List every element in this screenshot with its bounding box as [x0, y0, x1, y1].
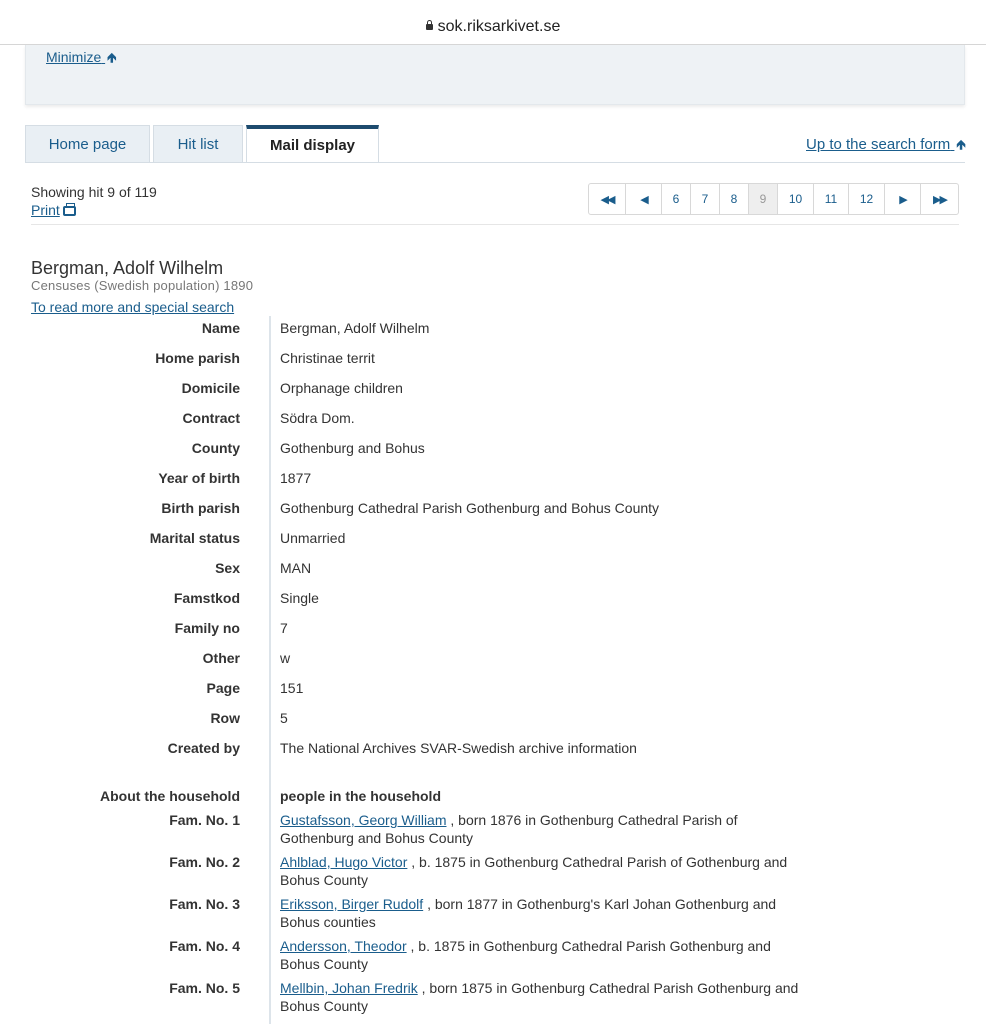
field-label-marital-status: Marital status: [149, 530, 240, 546]
field-label-sex: Sex: [215, 560, 240, 576]
field-value-sex: MAN: [280, 560, 312, 576]
field-label-contract: Contract: [182, 410, 240, 426]
print-link[interactable]: [31, 202, 76, 218]
field-value-contract: Södra Dom.: [280, 410, 355, 426]
tab-mail-display[interactable]: Mail display: [246, 125, 379, 163]
fam-no-3-label: Fam. No. 3: [169, 896, 240, 912]
field-label-year-of-birth: Year of birth: [158, 470, 240, 486]
record-title: Bergman, Adolf Wilhelm: [31, 258, 224, 278]
up-to-search-form-link[interactable]: [806, 136, 966, 158]
arrow-up-icon: 🡹: [107, 50, 117, 65]
field-value-domicile: Orphanage children: [280, 380, 403, 396]
household-member-link[interactable]: Ahlblad, Hugo Victor: [280, 854, 408, 870]
field-label-created-by: Created by: [167, 740, 240, 756]
section-divider: [31, 224, 959, 225]
field-value-created-by: The National Archives SVAR-Swedish archive information: [280, 740, 637, 756]
lock-icon: [426, 24, 433, 30]
field-value-home-parish: Christinae territ: [280, 350, 375, 366]
household-member-details: , b. 1875 in Gothenburg Cathedral Parish of Gothenburg and Bohus County: [280, 854, 788, 888]
next-page-button[interactable]: ▶: [885, 184, 921, 214]
field-label-birth-parish: Birth parish: [161, 500, 240, 516]
field-value-marital-status: Unmarried: [280, 530, 346, 546]
field-divider-line: [269, 316, 271, 1024]
read-more-link[interactable]: To read more and special search: [31, 299, 235, 315]
household-member: [280, 853, 810, 889]
household-member-details: , born 1877 in Gothenburg's Karl Johan Gothenburg and Bohus counties: [280, 896, 777, 930]
household-member-details: , born 1875 in Gothenburg Cathedral Parish Gothenburg and Bohus County: [280, 980, 799, 1014]
hit-counter: Showing hit 9 of 119: [31, 184, 157, 200]
household-heading: people in the household: [280, 788, 441, 804]
household-member-link[interactable]: Mellbin, Johan Fredrik: [280, 980, 418, 996]
household-member: [280, 937, 810, 973]
tab-divider: [25, 162, 965, 163]
tab-home-page[interactable]: Home page: [25, 125, 150, 163]
page-12-button[interactable]: 12: [849, 184, 885, 214]
url-text: sok.riksarkivet.se: [437, 18, 561, 35]
field-label-county: County: [191, 440, 240, 456]
page-7-button[interactable]: 7: [691, 184, 720, 214]
page-6-button[interactable]: 6: [662, 184, 691, 214]
field-label-page: Page: [206, 680, 240, 696]
field-label-name: Name: [201, 320, 240, 336]
household-member-details: , b. 1875 in Gothenburg Cathedral Parish Gothenburg and Bohus County: [280, 938, 771, 972]
last-page-button[interactable]: ▶▶: [933, 193, 946, 206]
fam-no-1-label: Fam. No. 1: [169, 812, 240, 828]
print-label: Print: [31, 202, 60, 218]
household-member-details: , born 1876 in Gothenburg Cathedral Parish of Gothenburg and Bohus County: [280, 812, 738, 846]
fam-no-4-label: Fam. No. 4: [169, 938, 240, 954]
field-label-famstkod: Famstkod: [173, 590, 240, 606]
up-to-search-form-label: Up to the search form: [806, 136, 951, 153]
household-member-link[interactable]: Gustafsson, Georg William: [280, 812, 447, 828]
household-member: [280, 811, 810, 847]
field-value-year-of-birth: 1877: [280, 470, 312, 486]
pagination: [588, 183, 959, 215]
household-member-link[interactable]: Andersson, Theodor: [280, 938, 407, 954]
field-label-home-parish: Home parish: [155, 350, 240, 366]
field-label-other: Other: [202, 650, 240, 666]
printer-icon: [63, 206, 76, 216]
field-value-row: 5: [280, 710, 288, 726]
fam-no-2-label: Fam. No. 2: [169, 854, 240, 870]
first-page-button[interactable]: ◀◀: [589, 184, 626, 214]
browser-url-bar[interactable]: [0, 0, 986, 45]
previous-page-button[interactable]: ◀: [626, 184, 662, 214]
field-value-family-no: 7: [280, 620, 288, 636]
arrow-up-icon: 🡹: [956, 137, 966, 152]
household-member: [280, 895, 810, 931]
fam-no-5-label: Fam. No. 5: [169, 980, 240, 996]
minimize-link[interactable]: [46, 49, 116, 71]
household-member: [280, 979, 810, 1015]
field-label-row: Row: [210, 710, 240, 726]
page-10-button[interactable]: 10: [778, 184, 814, 214]
field-value-other: w: [280, 650, 291, 666]
url-display[interactable]: [426, 18, 561, 36]
field-label-domicile: Domicile: [181, 380, 240, 396]
field-value-county: Gothenburg and Bohus: [280, 440, 425, 456]
field-value-famstkod: Single: [280, 590, 319, 606]
tab-hit-list[interactable]: Hit list: [153, 125, 243, 163]
search-panel-collapsed: [25, 45, 965, 105]
field-value-name: Bergman, Adolf Wilhelm: [280, 320, 430, 336]
page-8-button[interactable]: 8: [720, 184, 749, 214]
minimize-label: Minimize: [46, 49, 102, 65]
field-label-family-no: Family no: [174, 620, 240, 636]
field-value-birth-parish: Gothenburg Cathedral Parish Gothenburg and Bohus County: [280, 500, 660, 516]
household-member-link[interactable]: Eriksson, Birger Rudolf: [280, 896, 424, 912]
page-11-button[interactable]: 11: [814, 184, 849, 214]
household-label: About the household: [100, 788, 240, 804]
page-9-current: 9: [749, 184, 778, 214]
field-value-page: 151: [280, 680, 304, 696]
record-source: Censuses (Swedish population) 1890: [31, 278, 254, 293]
